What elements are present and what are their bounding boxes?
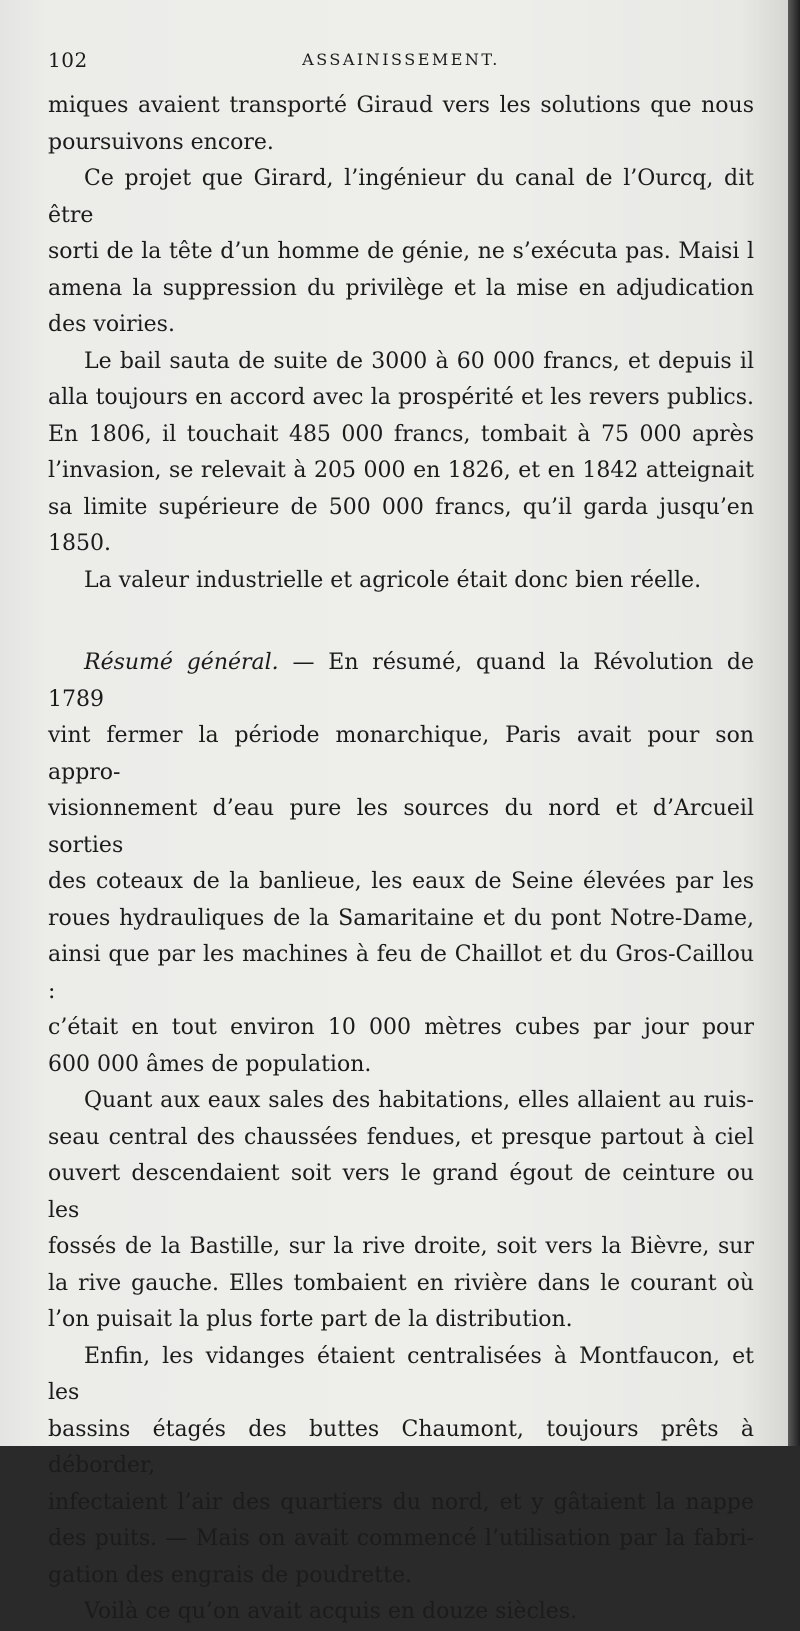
text-line: c’était en tout environ 10 000 mètres cubes par jour pour <box>48 1015 754 1040</box>
running-head: ASSAINISSEMENT. <box>302 50 500 69</box>
text-line: la rive gauche. Elles tombaient en rivière dans le courant où <box>48 1270 754 1296</box>
text-line: sa limite supérieure de 500 000 francs, qu’il garda jusqu’en <box>48 494 754 520</box>
body-text <box>48 88 754 1631</box>
text-line: l’invasion, se relevait à 205 000 en 1826, et en 1842 atteignait <box>48 458 754 483</box>
text-line: fossés de la Bastille, sur la rive droite, soit vers la Bièvre, sur <box>48 1234 754 1259</box>
page-header <box>48 44 754 72</box>
text-line: vint fermer la période monarchique, Paris avait pour son appro- <box>48 723 754 785</box>
text-fragment: — En résumé, quand la Révolution de 1789 <box>48 650 754 712</box>
text-line: des puits. — Mais on avait commencé l’utilisation par la fabri- <box>48 1526 754 1551</box>
text-line: gation des engrais de poudrette. <box>48 1562 412 1588</box>
page-number: 102 <box>48 48 88 72</box>
text-line: sorti de la tête d’un homme de génie, ne s’exécuta pas. Maisi l <box>48 239 754 264</box>
text-line: seau central des chaussées fendues, et presque partout à ciel <box>48 1124 754 1150</box>
text-line: La valeur industrielle et agricole était donc bien réelle. <box>84 567 702 593</box>
text-line: 600 000 âmes de population. <box>48 1051 372 1077</box>
text-line: Enfin, les vidanges étaient centralisées à Montfaucon, et les <box>48 1343 754 1405</box>
text-line <box>48 645 754 718</box>
text-line: Ce projet que Girard, l’ingénieur du canal de l’Ourcq, dit être <box>48 166 754 228</box>
text-line: amena la suppression du privilège et la mise en adjudication <box>48 275 754 301</box>
text-line: En 1806, il touchait 485 000 francs, tombait à 75 000 après <box>48 421 754 447</box>
text-line: des voiries. <box>48 312 175 337</box>
text-line: infectaient l’air des quartiers du nord, et y gâtaient la nappe <box>48 1489 754 1515</box>
section-gap <box>48 599 754 645</box>
text-line: Quant aux eaux sales des habitations, elles allaient au ruis- <box>84 1088 754 1113</box>
text-line: des coteaux de la banlieue, les eaux de Seine élevées par les <box>48 869 754 894</box>
page-edge-shadow <box>788 0 800 1446</box>
text-line: l’on puisait la plus forte part de la distribution. <box>48 1307 573 1332</box>
text-line: miques avaient transporté Giraud vers les solutions que nous <box>48 93 754 118</box>
text-line: 1850. <box>48 531 111 556</box>
text-line: Voilà ce qu’on avait acquis en douze siècles. <box>84 1599 578 1624</box>
text-line: poursuivons encore. <box>48 129 274 155</box>
text-line: Le bail sauta de suite de 3000 à 60 000 francs, et depuis il <box>84 348 754 374</box>
section-heading: Résumé général. <box>84 650 279 675</box>
text-line: alla toujours en accord avec la prospérité et les revers publics. <box>48 385 754 410</box>
text-line: bassins étagés des buttes Chaumont, toujours prêts à déborder, <box>48 1416 754 1478</box>
text-line: visionnement d’eau pure les sources du nord et d’Arcueil sorties <box>48 796 754 858</box>
text-line: ainsi que par les machines à feu de Chaillot et du Gros-Caillou : <box>48 942 754 1004</box>
text-line: ouvert descendaient soit vers le grand égout de ceinture ou les <box>48 1161 754 1223</box>
text-line: roues hydrauliques de la Samaritaine et du pont Notre-Dame, <box>48 905 754 931</box>
